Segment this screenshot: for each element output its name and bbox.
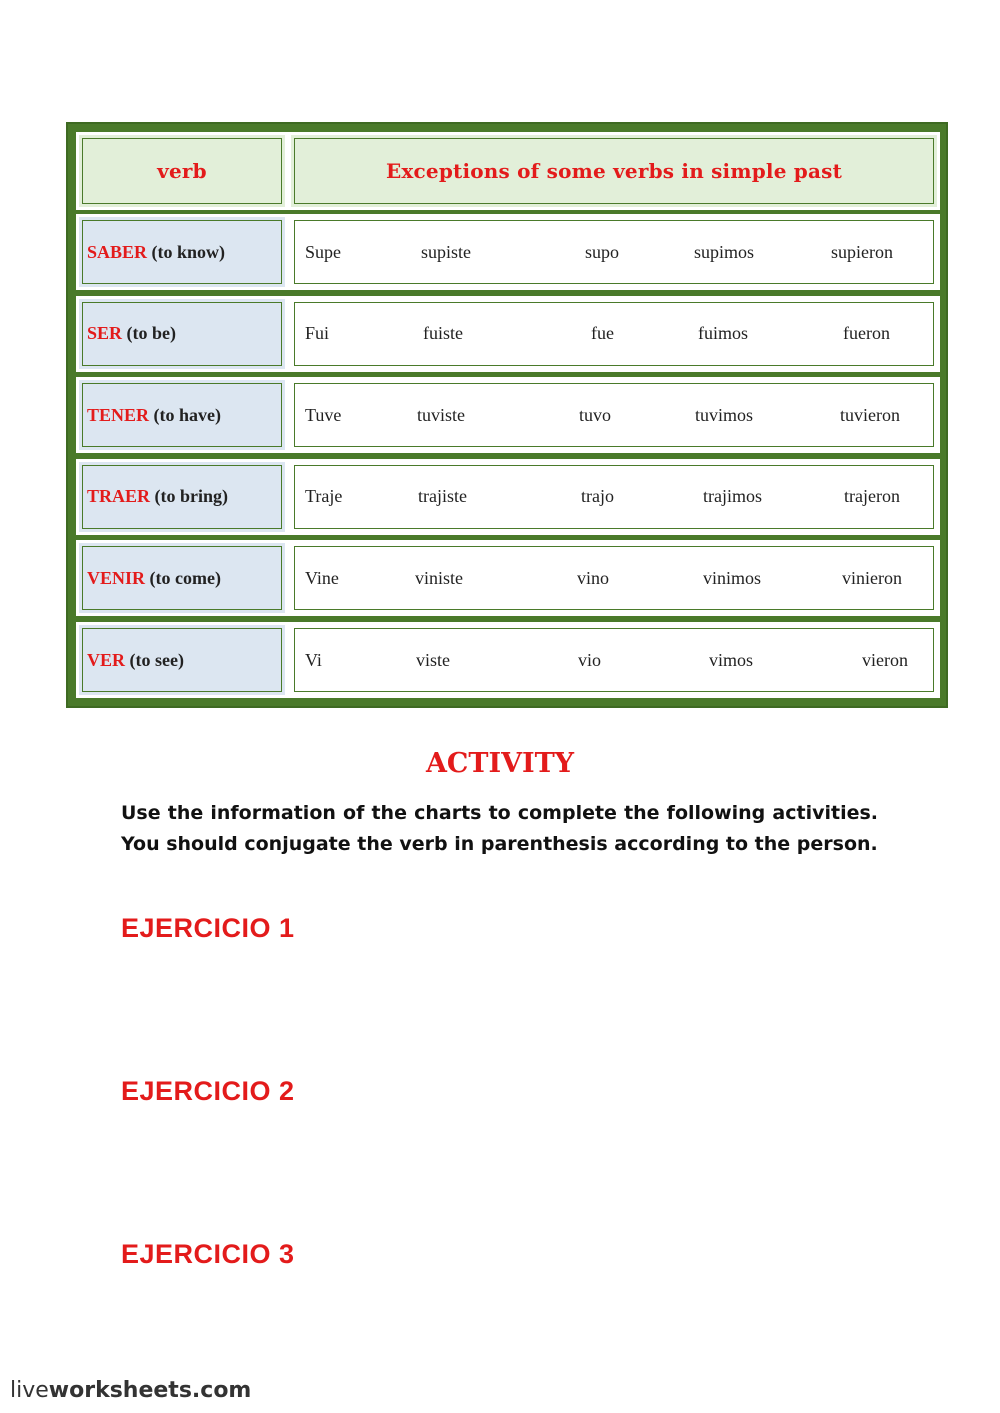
conjugation-form: vinieron [842, 567, 902, 588]
verb-meaning: (to bring) [150, 486, 229, 507]
verb-infinitive: TENER [87, 404, 150, 425]
verb-infinitive: SABER [87, 241, 148, 262]
conjugation-cell [288, 296, 940, 372]
conjugation-cell [288, 459, 940, 535]
logo-tail-text: .com [191, 1378, 252, 1403]
exercise-1-heading: EJERCICIO 1 [121, 913, 295, 943]
verb-cell [76, 377, 288, 453]
verb-meaning: (to know) [147, 241, 226, 262]
conjugation-form: vimos [709, 649, 754, 670]
header-title-cell [288, 132, 940, 210]
conjugation-form: tuvimos [695, 404, 754, 425]
header-verb: verb [157, 159, 207, 183]
verb-cell [76, 622, 288, 698]
conjugation-form: fueron [843, 323, 890, 344]
conjugation-form: tuvo [579, 404, 612, 425]
conjugation-form: trajo [581, 486, 614, 507]
conjugation-form: supieron [831, 241, 893, 262]
verb-label [83, 405, 221, 426]
conjugation-form: vinimos [703, 567, 762, 588]
conjugation-form: fuiste [423, 323, 463, 344]
verb-cell [76, 214, 288, 290]
conjugation-form: tuviste [417, 404, 465, 425]
logo-light-text: live [10, 1378, 49, 1403]
verb-infinitive: VER [87, 649, 126, 670]
verb-meaning: (to come) [145, 567, 221, 588]
instructions: Use the information of the charts to complete the following activities. You should conjugate the verb in parenthesis according to the person. [121, 802, 878, 855]
conjugation-form: trajiste [418, 486, 467, 507]
conjugation-form: fue [591, 323, 614, 344]
conjugation-form: Fui [305, 323, 330, 344]
conjugation-cell [288, 377, 940, 453]
verb-cell [76, 296, 288, 372]
conjugation-form: supo [585, 241, 620, 262]
conjugation-form: Tuve [305, 404, 342, 425]
verb-meaning: (to see) [125, 649, 184, 670]
verb-label [83, 568, 221, 589]
liveworksheets-logo [10, 1378, 251, 1403]
conjugation-form: vio [578, 649, 602, 670]
conjugation-form: Supe [305, 241, 341, 262]
conjugation-form: Vine [305, 567, 339, 588]
conjugation-form: trajeron [844, 486, 900, 507]
conjugation-form: viste [416, 649, 450, 670]
conjugation-form: fuimos [698, 323, 749, 344]
conjugation-form: vieron [862, 649, 908, 670]
activity-title: ACTIVITY [425, 748, 575, 779]
logo-bold-text: worksheets [48, 1378, 192, 1403]
verb-label [83, 242, 225, 263]
verb-label [83, 323, 176, 344]
verb-cell [76, 540, 288, 616]
header-verb-cell [76, 132, 288, 210]
verb-cell [76, 459, 288, 535]
conjugation-cell [288, 622, 940, 698]
conjugation-form: supiste [421, 241, 472, 262]
verb-infinitive: SER [87, 323, 123, 344]
conjugation-form: Traje [305, 486, 343, 507]
conjugation-form: viniste [415, 567, 463, 588]
conjugation-form: Vi [305, 649, 322, 670]
exercise-3-heading: EJERCICIO 3 [121, 1239, 295, 1269]
verb-label [83, 486, 228, 507]
verb-meaning: (to have) [149, 404, 221, 425]
header-title: Exceptions of some verbs in simple past [385, 159, 843, 183]
verb-infinitive: VENIR [87, 567, 146, 588]
verb-meaning: (to be) [122, 323, 176, 344]
conjugation-form: trajimos [703, 486, 762, 507]
verb-label [83, 650, 184, 671]
conjugation-form: tuvieron [840, 404, 900, 425]
verb-table [66, 122, 948, 708]
conjugation-form: supimos [694, 241, 755, 262]
conjugation-form: vino [577, 567, 610, 588]
conjugation-cell [288, 214, 940, 290]
conjugation-cell [288, 540, 940, 616]
verb-infinitive: TRAER [87, 486, 151, 507]
exercise-2-heading: EJERCICIO 2 [121, 1076, 295, 1106]
